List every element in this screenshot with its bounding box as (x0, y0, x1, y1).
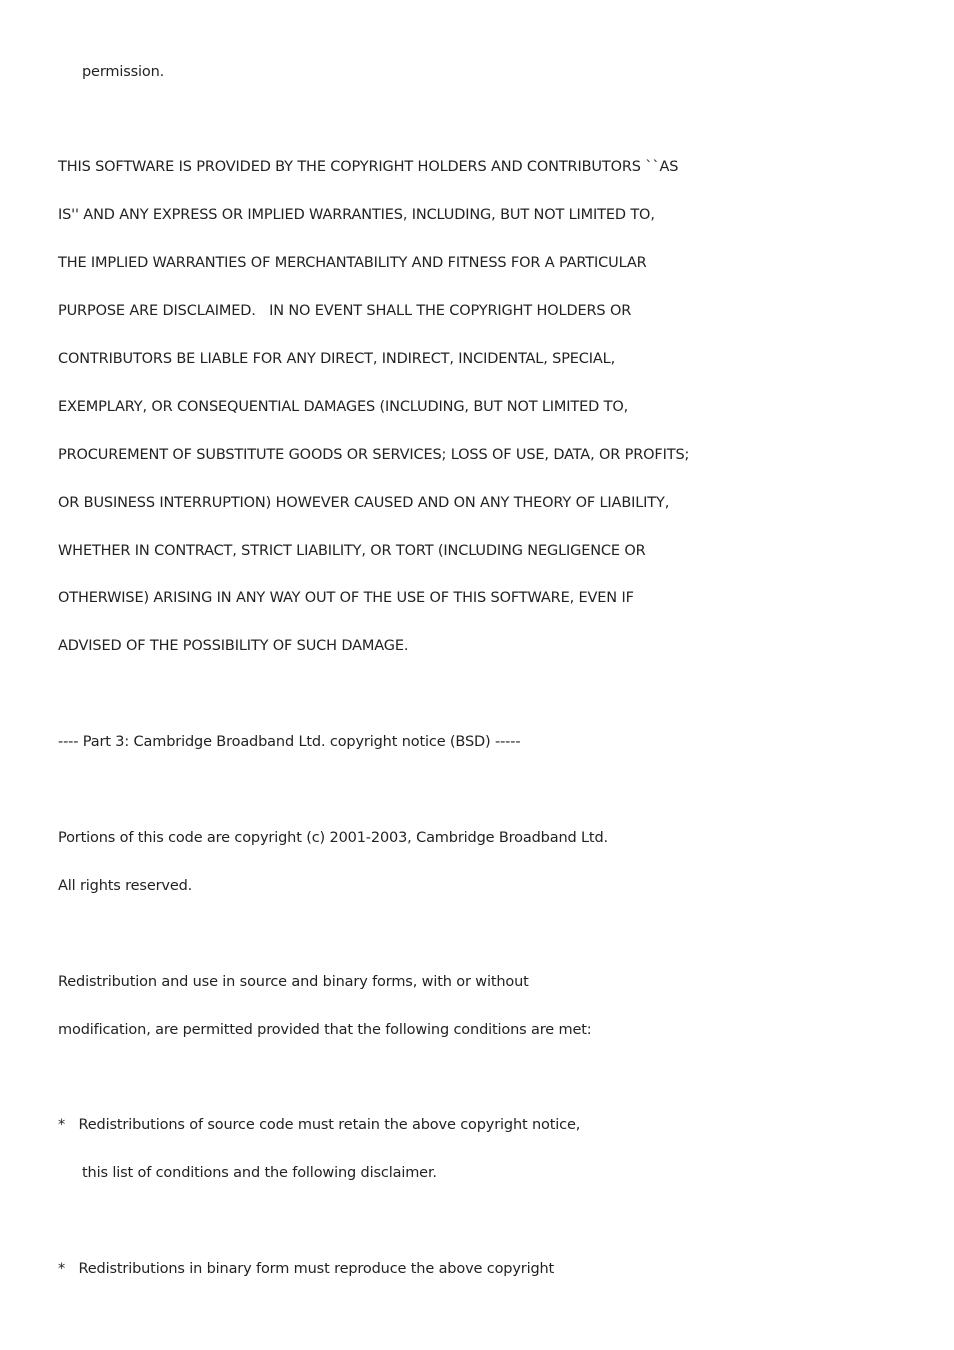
list-item-continuation: this list of conditions and the following disclaimer. (82, 1165, 437, 1181)
text-line: IS'' AND ANY EXPRESS OR IMPLIED WARRANTIES, INCLUDING, BUT NOT LIMITED TO, (58, 207, 655, 223)
text-line: Redistribution and use in source and binary forms, with or without (58, 974, 529, 990)
text-line: WHETHER IN CONTRACT, STRICT LIABILITY, OR TORT (INCLUDING NEGLIGENCE OR (58, 543, 646, 559)
text-line: permission. (82, 64, 165, 80)
text-line: EXEMPLARY, OR CONSEQUENTIAL DAMAGES (INCLUDING, BUT NOT LIMITED TO, (58, 399, 629, 415)
text-line: THE IMPLIED WARRANTIES OF MERCHANTABILITY AND FITNESS FOR A PARTICULAR (58, 255, 647, 271)
text-line: ADVISED OF THE POSSIBILITY OF SUCH DAMAGE. (58, 638, 409, 654)
text-line: PURPOSE ARE DISCLAIMED. IN NO EVENT SHALL THE COPYRIGHT HOLDERS OR (58, 303, 632, 319)
text-line: THIS SOFTWARE IS PROVIDED BY THE COPYRIGHT HOLDERS AND CONTRIBUTORS ``AS (58, 159, 679, 175)
list-item: * Redistributions of source code must retain the above copyright notice, (58, 1117, 581, 1133)
text-line: CONTRIBUTORS BE LIABLE FOR ANY DIRECT, INDIRECT, INCIDENTAL, SPECIAL, (58, 351, 616, 367)
text-line: modification, are permitted provided that the following conditions are met: (58, 1022, 592, 1038)
text-line: Portions of this code are copyright (c) 2001-2003, Cambridge Broadband Ltd. (58, 830, 608, 846)
text-line: OR BUSINESS INTERRUPTION) HOWEVER CAUSED AND ON ANY THEORY OF LIABILITY, (58, 495, 670, 511)
section-heading: ---- Part 3: Cambridge Broadband Ltd. copyright notice (BSD) ----- (58, 734, 521, 750)
text-line: All rights reserved. (58, 878, 193, 894)
text-line: PROCUREMENT OF SUBSTITUTE GOODS OR SERVICES; LOSS OF USE, DATA, OR PROFITS; (58, 447, 690, 463)
list-item: * Redistributions in binary form must reproduce the above copyright (58, 1261, 555, 1277)
text-line: OTHERWISE) ARISING IN ANY WAY OUT OF THE USE OF THIS SOFTWARE, EVEN IF (58, 590, 634, 606)
